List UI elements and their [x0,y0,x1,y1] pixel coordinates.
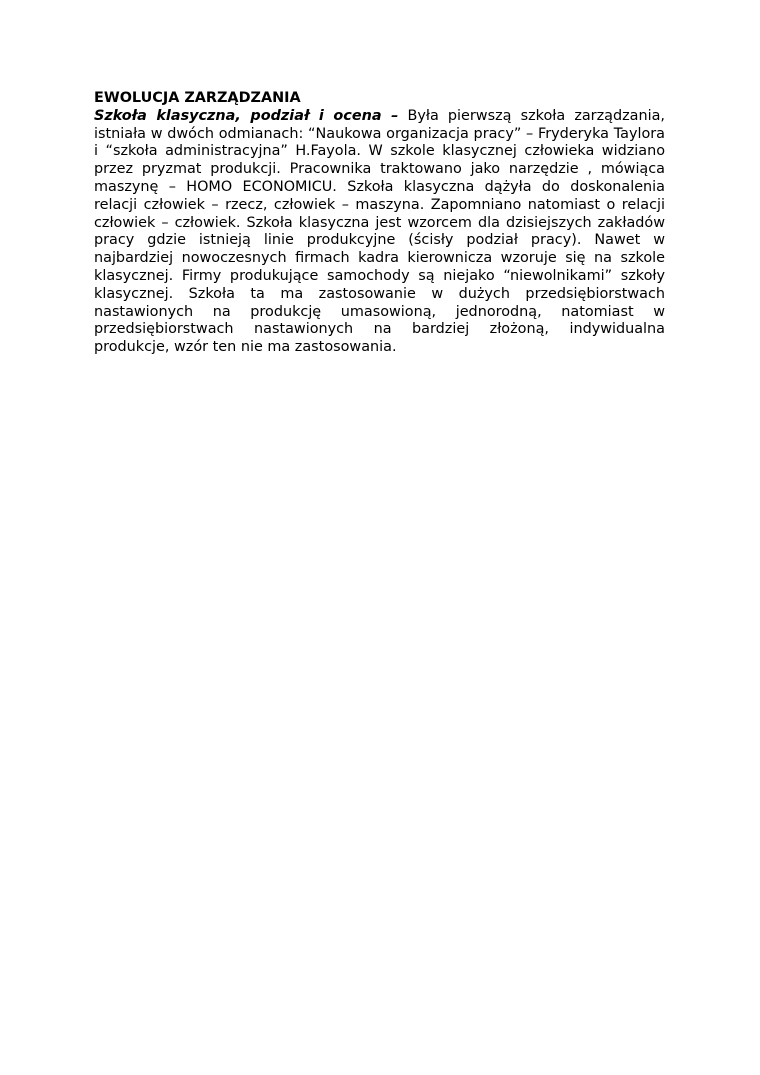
paragraph-lead: Szkoła klasyczna, podział i ocena – [94,107,399,124]
document-content [94,90,665,357]
document-paragraph [94,108,665,357]
paragraph-body: Była pierwszą szkoła zarządzania, istniała w dwóch odmianach: “Naukowa organizacja pracy” – Fryderyka Taylora i “szkoła administracyjna” H.Fayola. W szkole klasycznej człowieka widziano przez pryzmat produkcji. Pracownika traktowano jako narzędzie , mówiąca maszynę – HOMO ECONOMICU. Szkoła klasyczna dążyła do doskonalenia relacji człowiek – rzecz, człowiek – maszyna. Zapomniano natomiast o relacji człowiek – człowiek. Szkoła klasyczna jest wzorcem dla dzisiejszych zakładów pracy gdzie istnieją linie produkcyjne (ścisły podział pracy). Nawet w najbardziej nowoczesnych firmach kadra kierownicza wzoruje się na szkole klasycznej. Firmy produkujące samochody są niejako “niewolnikami” szkoły klasycznej. Szkoła ta ma zastosowanie w dużych przedsiębiorstwach nastawionych na produkcję umasowioną, jednorodną, natomiast w przedsiębiorstwach nastawionych na bardziej złożoną, indywidualna produkcje, wzór ten nie ma zastosowania. [94,107,665,356]
document-heading: EWOLUCJA ZARZĄDZANIA [94,90,301,106]
